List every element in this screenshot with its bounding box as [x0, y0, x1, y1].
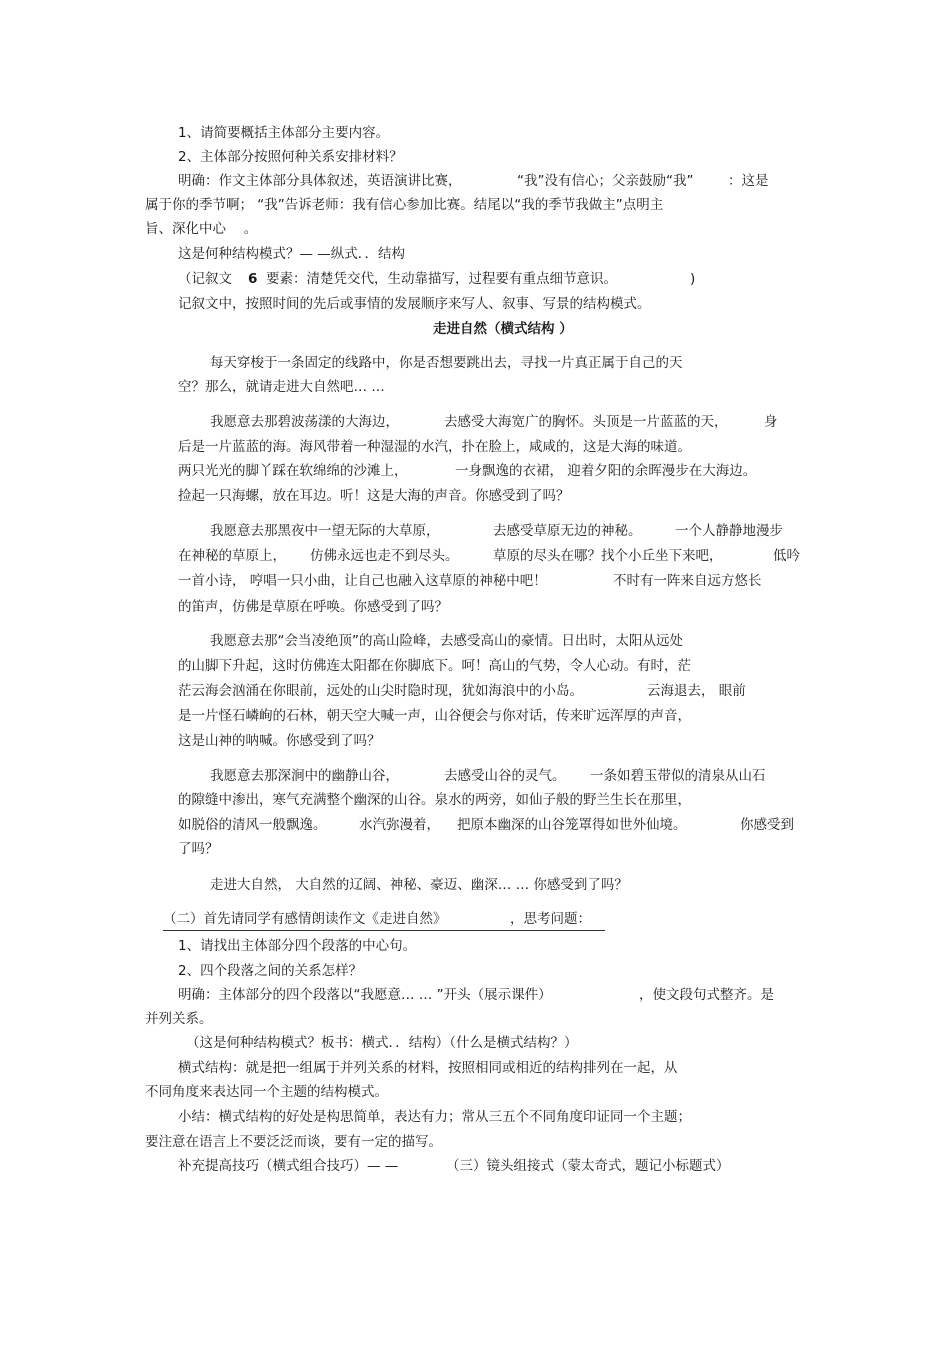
elements-close: )	[690, 271, 696, 287]
grass-line-4: 的笛声，仿佛是草原在呼唤。你感受到了吗？	[178, 599, 448, 615]
answer-line-3: 旨、深化中心 。	[145, 221, 258, 237]
grass-line-3a: 一首小诗， 哼唱一只小曲，让自己也融入这草原的神秘中吧！	[178, 573, 547, 589]
intro-line-1: 每天穿梭于一条固定的线路中，你是否想要跳出去，寻找一片真正属于自己的天	[210, 355, 683, 371]
mountain-line-2: 的山脚下升起，这时仿佛连太阳都在你脚底下。呵！高山的气势，令人心动。有时，茫	[178, 658, 691, 674]
sea-line-1b: 去感受大海宽广的胸怀。头顶是一片蓝蓝的天，	[444, 414, 728, 430]
question-2: 2、主体部分按照何种关系安排材料？	[178, 149, 403, 165]
grass-line-1a: 我愿意去那黑夜中一望无际的大草原，	[210, 523, 440, 539]
answer-line-2: 属于你的季节啊； “我”告诉老师：我有信心参加比赛。结尾以“我的季节我做主”点明主	[145, 197, 664, 213]
grass-line-1b: 去感受草原无边的神秘。	[493, 523, 642, 539]
valley-line-1b: 去感受山谷的灵气。	[444, 768, 566, 784]
sea-line-4: 捡起一只海螺，放在耳边。听！这是大海的声音。你感受到了吗？	[178, 488, 570, 504]
section-2-answer-a: 明确：主体部分的四个段落以“我愿意… … ”开头（展示课件）	[178, 987, 552, 1003]
mountain-line-1: 我愿意去那“会当凌绝顶”的高山险峰，去感受高山的豪情。日出时，太阳从远处	[210, 633, 683, 649]
intro-line-2: 空？那么，就请走进大自然吧… …	[178, 379, 385, 395]
grass-line-3b: 不时有一阵来自远方悠长	[613, 573, 762, 589]
valley-line-3b: 水汽弥漫着，	[359, 817, 440, 833]
grass-line-2a: 在神秘的草原上，	[178, 548, 286, 564]
section-2-answer-b: ，使文段句式整齐。是	[639, 987, 774, 1003]
supplement-b: （三）镜头组接式（蒙太奇式，题记小标题式）	[446, 1158, 730, 1174]
grass-line-2b: 仿佛永远也走不到尽头。	[310, 548, 459, 564]
structure-question: 这是何种结构模式？— —纵式．．结构	[178, 246, 406, 262]
summary-line-1: 小结：横式结构的好处是构思简单，表达有力；常从三五个不同角度印证同一个主题；	[178, 1109, 691, 1125]
mountain-line-3a: 茫云海会汹涌在你眼前，远处的山尖时隐时现，犹如海浪中的小岛。	[178, 683, 583, 699]
valley-line-4: 了吗？	[178, 841, 219, 857]
answer-line-1a: 明确：作文主体部分具体叙述，英语演讲比赛，	[178, 173, 462, 189]
section-2-heading-b: ，思考问题：	[510, 911, 591, 927]
definition-vertical: 记叙文中，按照时间的先后或事情的发展顺序来写人、叙事、写景的结构模式。	[178, 296, 651, 312]
sea-line-1c: 身	[764, 414, 778, 430]
sea-line-3b: 一身飘逸的衣裙， 迎着夕阳的余晖漫步在大海边。	[455, 463, 757, 479]
summary-line-2: 要注意在语言上不要泛泛而谈，要有一定的描写。	[145, 1134, 442, 1150]
elements-number: 6	[248, 271, 258, 287]
section-2-question-2: 2、四个段落之间的关系怎样？	[178, 963, 363, 979]
grass-line-2c: 草原的尽头在哪？找个小丘坐下来吧，	[493, 548, 723, 564]
valley-line-1c: 一条如碧玉带似的清泉从山石	[590, 768, 766, 784]
sea-line-3a: 两只光光的脚丫踩在软绵绵的沙滩上，	[178, 463, 408, 479]
sea-line-1a: 我愿意去那碧波荡漾的大海边，	[210, 414, 399, 430]
mountain-line-3b: 云海退去， 眼前	[647, 683, 746, 699]
grass-line-2d: 低吟	[773, 548, 800, 564]
horizontal-definition-2: 不同角度来表达同一个主题的结构模式。	[145, 1084, 388, 1100]
essay-title: 走进自然（横式结构 ）	[433, 321, 573, 337]
horizontal-definition-1: 横式结构：就是把一组属于并列关系的材料，按照相同或相近的结构排列在一起，从	[178, 1060, 678, 1076]
supplement-a: 补充提高技巧（横式组合技巧）— —	[178, 1158, 399, 1174]
answer-line-1b: “我”没有信心；父亲鼓励“我”	[517, 173, 694, 189]
valley-line-3d: 你感受到	[740, 817, 794, 833]
answer-line-1c: ：这是	[728, 173, 769, 189]
essay-ending: 走进大自然， 大自然的辽阔、神秘、豪迈、幽深… … 你感受到了吗？	[210, 877, 628, 893]
elements-text: 要素：清楚凭交代，生动靠描写，过程要有重点细节意识。	[266, 271, 617, 287]
valley-line-3c: 把原本幽深的山谷笼罩得如世外仙境。	[457, 817, 687, 833]
valley-line-1a: 我愿意去那深涧中的幽静山谷，	[210, 768, 399, 784]
mountain-line-5: 这是山神的呐喊。你感受到了吗？	[178, 733, 381, 749]
section-2-heading-a: （二）首先请同学有感情朗读作文《走进自然》	[163, 911, 447, 927]
board-note: （这是何种结构模式？板书：横式．．结构）（什么是横式结构？）	[186, 1035, 578, 1051]
elements-open: （记叙文	[178, 271, 232, 287]
mountain-line-4: 是一片怪石嶙峋的石林，朝天空大喊一声，山谷便会与你对话，传来旷远浑厚的声音，	[178, 708, 691, 724]
heading-underline	[163, 930, 605, 931]
section-2-answer-2: 并列关系。	[145, 1011, 213, 1027]
valley-line-2: 的隙缝中渗出，寒气充满整个幽深的山谷。泉水的两旁，如仙子般的野兰生长在那里，	[178, 792, 691, 808]
section-2-question-1: 1、请找出主体部分四个段落的中心句。	[178, 938, 417, 954]
question-1: 1、请简要概括主体部分主要内容。	[178, 125, 390, 141]
valley-line-3a: 如脱俗的清风一般飘逸。	[178, 817, 327, 833]
grass-line-1c: 一个人静静地漫步	[675, 523, 783, 539]
sea-line-2: 后是一片蓝蓝的海。海风带着一种湿湿的水汽，扑在脸上，咸咸的，这是大海的味道。	[178, 439, 691, 455]
